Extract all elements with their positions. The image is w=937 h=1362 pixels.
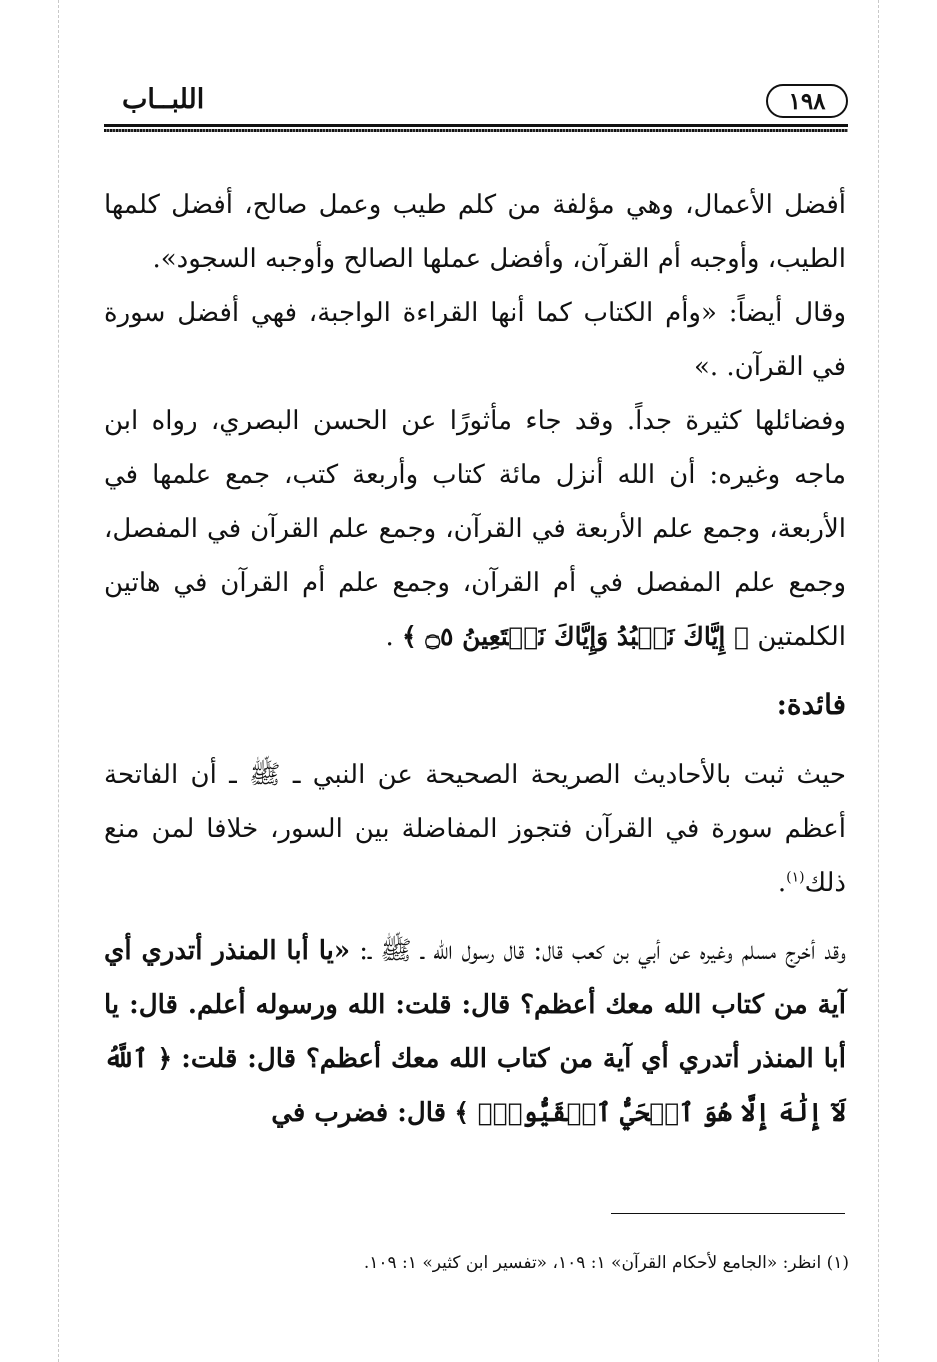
margin-guide-right — [878, 0, 879, 1362]
page-number: ١٩٨ — [766, 84, 848, 118]
quran-verse-2: ﴿ ٱللَّهُ لَآ إِلَٰهَ إِلَّا هُوَ ٱلۡحَيُّ ٱلۡقَيُّومُۚ ﴾ — [104, 1044, 846, 1127]
paragraph-4-text: حيث ثبت بالأحاديث الصريحة الصحيحة عن النبي ـ ﷺ ـ أن الفاتحة أعظم سورة في القرآن فتجوز المفاضلة بين السور، خلافا لمن منع ذلك — [104, 760, 846, 898]
quran-verse-1: ﴿ إِيَّاكَ نَعۡبُدُ وَإِيَّاكَ نَسۡتَعِينُ ۝٥ ﴾ — [402, 622, 750, 651]
paragraph-3-end: . — [385, 622, 394, 652]
paragraph-2: وقال أيضاً: «وأم الكتاب كما أنها القراءة الواجبة، فهي أفضل سورة في القرآن. .» — [104, 298, 846, 382]
paragraph-5-intro: وقد أخرج مسلم وغيره عن أبي بن كعب قال: قال رسول الله ـ ﷺ ـ: — [359, 936, 847, 966]
header-rule — [104, 124, 848, 127]
paragraph-4 — [104, 748, 846, 910]
footnote-ref[interactable]: (١) — [786, 869, 805, 886]
paragraph-3-text: وفضائلها كثيرة جداً. وقد جاء مأثورًا عن الحسن البصري، رواه ابن ماجه وغيره: أن الله أنزل مائة كتاب وأربعة كتب، جمع علمها في الأربعة، وجمع علم الأربعة في القرآن، وجمع علم القرآن في المفصل، وجمع علم المفصل في أم القرآن، وجمع علم أم القرآن في هاتين الكلمتين — [104, 406, 846, 652]
paragraph-5 — [104, 924, 846, 1140]
hadith-text: «يا أبا المنذر أتدري أي آية من كتاب الله معك أعظم؟ قال: قلت: الله ورسوله أعلم. قال: يا أبا المنذر أتدري أي آية من كتاب الله معك أعظم؟ قال: قلت: — [104, 936, 846, 1074]
paragraph-1: أفضل الأعمال، وهي مؤلفة من كلم طيب وعمل صالح، أفضل كلمها الطيب، وأوجبه أم القرآن، وأفضل عملها الصالح وأوجبه السجود». — [104, 190, 846, 274]
header-rule-decorative — [104, 129, 848, 132]
paragraph-3 — [104, 394, 846, 664]
hadith-text-continued: قال: فضرب في — [271, 1098, 447, 1128]
paragraph-4-end: . — [777, 868, 787, 898]
page-body — [104, 178, 846, 1140]
page-header — [108, 82, 848, 124]
margin-guide-left — [58, 0, 59, 1362]
footnote: (١) انظر: «الجامع لأحكام القرآن» ١: ١٠٩، «تفسير ابن كثير» ١: ١٠٩. — [363, 1253, 849, 1273]
book-title: اللبــاب — [122, 84, 205, 115]
footnote-separator — [611, 1213, 845, 1214]
section-heading: فائدة: — [776, 688, 846, 721]
